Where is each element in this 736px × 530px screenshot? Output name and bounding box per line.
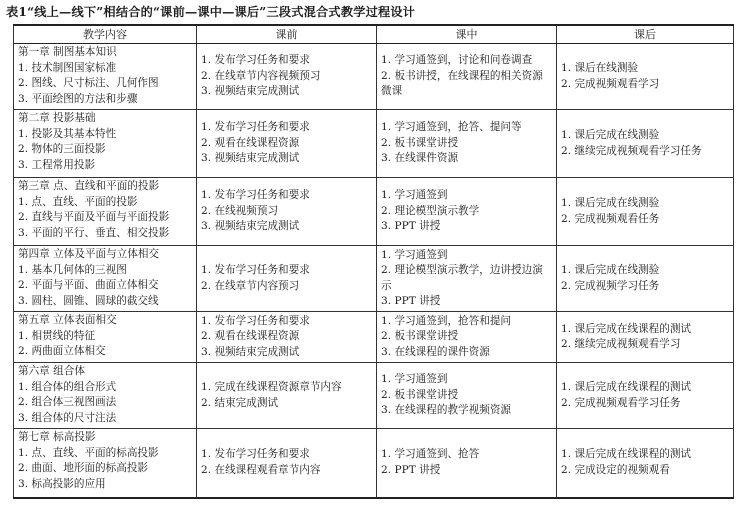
- cell-line: 1. 发布学习任务和要求: [201, 54, 310, 67]
- in-class-cell: [377, 44, 557, 110]
- table-row: [14, 246, 734, 312]
- chapter-title: 第七章 标高投影: [18, 431, 96, 443]
- cell-line: 3. 视频结束完成测试: [201, 345, 300, 358]
- chapter-title: 第二章 投影基础: [18, 112, 96, 124]
- cell-line: 2. 在线视频预习: [201, 204, 279, 217]
- cell-line: 2. 继续完成视频观看学习任务: [561, 144, 702, 157]
- after-class-cell: [557, 246, 734, 312]
- before-class-cell: [197, 110, 377, 178]
- cell-line: 1. 发布学习任务和要求: [201, 448, 310, 461]
- cell-line: 1. 组合体的组合形式: [18, 380, 117, 393]
- cell-line: 1. 课后完成在线测验: [561, 129, 660, 141]
- table-row: [14, 429, 734, 498]
- cell-line: 1. 发布学习任务和要求: [201, 314, 310, 327]
- cell-line: 2. 在线课程观看章节内容: [201, 463, 321, 476]
- cell-line: 2. 完成视频观看学习: [561, 77, 660, 90]
- cell-line: 1. 学习通签到，讨论和问卷调查: [381, 54, 533, 67]
- cell-line: 2. 完成设定的视频观看: [561, 463, 670, 476]
- teaching-design-table: [13, 24, 734, 499]
- cell-line: 1. 点、直线、平面的标高投影: [18, 446, 159, 459]
- cell-line: 1. 学习通签到: [381, 189, 448, 202]
- cell-line: 3. 视频结束完成测试: [201, 152, 300, 165]
- table-row: [14, 110, 734, 178]
- cell-line: 2. 观看在线课程资源: [201, 136, 300, 149]
- cell-line: 3. 平面的平行、垂直、相交投影: [18, 226, 170, 239]
- cell-line: 3. 在线课程的教学视频资源: [381, 404, 512, 417]
- cell-line: 3. PPT 讲授: [381, 295, 441, 307]
- cell-line: 2. 观看在线课程资源: [201, 330, 300, 343]
- cell-line: 2. 在线章节内容预习: [201, 279, 300, 292]
- chapter-content-cell: [14, 429, 197, 498]
- header-after-class: 课后: [557, 25, 734, 44]
- chapter-title: 第一章 制图基本知识: [18, 46, 117, 58]
- cell-line: 3. 平面绘图的方法和步骤: [18, 92, 138, 105]
- in-class-cell: [377, 429, 557, 498]
- after-class-cell: [557, 110, 734, 178]
- before-class-cell: [197, 312, 377, 363]
- cell-line: 2. 继续完成视频观看学习: [561, 338, 681, 350]
- table-row: [14, 44, 734, 110]
- cell-line: 1. 课后完成在线课程的测试: [561, 322, 692, 335]
- cell-line: 1. 课后完成在线测验: [561, 264, 660, 276]
- chapter-title: 第六章 组合体: [18, 365, 85, 377]
- cell-line: 1. 学习通签到，抢答、提问等: [381, 121, 522, 134]
- before-class-cell: [197, 246, 377, 312]
- cell-line: 1. 基本几何体的三视图: [18, 263, 127, 276]
- cell-line: 1. 完成在线课程资源章节内容: [201, 381, 342, 393]
- cell-line: 1. 学习通签到，抢答和提问: [381, 314, 512, 327]
- cell-line: 1. 课后完成在线课程的测试: [561, 448, 692, 461]
- chapter-title: 第三章 点、直线和平面的投影: [18, 180, 160, 192]
- cell-line: 2. 板书课堂讲授: [381, 330, 459, 343]
- before-class-cell: [197, 429, 377, 498]
- before-class-cell: [197, 363, 377, 429]
- cell-line: 2. 曲面、地形面的标高投影: [18, 462, 149, 474]
- cell-line: 2. PPT 讲授: [381, 463, 441, 476]
- table-caption: 表1“线上—线下”相结合的“课前—课中—课后”三段式混合式教学过程设计: [6, 5, 416, 19]
- in-class-cell: [377, 178, 557, 246]
- in-class-cell: [377, 312, 557, 363]
- in-class-cell: [377, 246, 557, 312]
- cell-line: 1. 技术制图国家标准: [18, 61, 117, 74]
- cell-line: 1. 相贯线的特征: [18, 329, 96, 342]
- cell-line: 3. 圆柱、圆锥、圆球的截交线: [18, 294, 159, 307]
- cell-line: 3. 组合体的尺寸注法: [18, 411, 117, 424]
- cell-line: 1. 课后完成在线课程的测试: [561, 381, 692, 393]
- cell-line: 2. 完成视频观看学习任务: [561, 396, 681, 409]
- cell-line: 3. 视频结束完成测试: [201, 85, 300, 98]
- after-class-cell: [557, 312, 734, 363]
- chapter-content-cell: [14, 312, 197, 363]
- after-class-cell: [557, 178, 734, 246]
- before-class-cell: [197, 44, 377, 110]
- header-content: 教学内容: [14, 25, 197, 44]
- chapter-title: 第四章 立体及平面与立体相交: [18, 248, 160, 260]
- cell-line: 2. 理论模型演示教学，边讲授边演示: [381, 264, 543, 292]
- cell-line: 1. 学习通签到: [381, 373, 448, 386]
- cell-line: 2. 图线、尺寸标注、几何作图: [18, 77, 159, 89]
- chapter-content-cell: [14, 178, 197, 246]
- cell-line: 2. 结束完成测试: [201, 396, 279, 409]
- cell-line: 2. 平面与平面、曲面立体相交: [18, 279, 159, 291]
- cell-line: 3. 工程常用投影: [18, 158, 96, 171]
- cell-line: 2. 板书课堂讲授: [381, 388, 459, 401]
- cell-line: 1. 课后完成在线测验: [561, 197, 660, 209]
- cell-line: 1. 学习通签到、抢答: [381, 448, 480, 461]
- cell-line: 1. 课后在线测验: [561, 62, 639, 74]
- cell-line: 2. 物体的三面投影: [18, 143, 106, 155]
- cell-line: 3. PPT 讲授: [381, 220, 441, 233]
- cell-line: 3. 在线课程的课件资源: [381, 345, 490, 358]
- chapter-content-cell: [14, 246, 197, 312]
- cell-line: 2. 两曲面立体相交: [18, 345, 106, 357]
- cell-line: 2. 完成视频学习任务: [561, 279, 660, 292]
- cell-line: 2. 直线与平面及平面与平面投影: [18, 211, 170, 223]
- header-in-class: 课中: [377, 25, 557, 44]
- chapter-title: 第五章 立体表面相交: [18, 314, 117, 326]
- table-row: [14, 312, 734, 363]
- table-row: [14, 178, 734, 246]
- cell-line: 1. 发布学习任务和要求: [201, 264, 310, 276]
- cell-line: 1. 学习通签到: [381, 248, 448, 261]
- chapter-content-cell: [14, 110, 197, 178]
- cell-line: 3. 视频结束完成测试: [201, 220, 300, 233]
- in-class-cell: [377, 110, 557, 178]
- table-header-row: [14, 25, 734, 44]
- cell-line: 2. 组合体三视图画法: [18, 396, 117, 408]
- cell-line: 1. 投影及其基本特性: [18, 127, 117, 140]
- cell-line: 2. 理论模型演示教学: [381, 204, 480, 217]
- cell-line: 2. 在线章节内容视频预习: [201, 69, 321, 82]
- before-class-cell: [197, 178, 377, 246]
- cell-line: 1. 发布学习任务和要求: [201, 121, 310, 134]
- cell-line: 3. 在线课件资源: [381, 152, 459, 165]
- cell-line: 1. 点、直线、平面的投影: [18, 195, 138, 208]
- in-class-cell: [377, 363, 557, 429]
- header-before-class: 课前: [197, 25, 377, 44]
- cell-line: 2. 板书课堂讲授: [381, 136, 459, 149]
- chapter-content-cell: [14, 44, 197, 110]
- cell-line: 1. 发布学习任务和要求: [201, 189, 310, 202]
- after-class-cell: [557, 44, 734, 110]
- after-class-cell: [557, 363, 734, 429]
- table-row: [14, 363, 734, 429]
- cell-line: 2. 板书讲授，在线课程的相关资源微课: [381, 69, 543, 98]
- chapter-content-cell: [14, 363, 197, 429]
- cell-line: 2. 完成视频观看任务: [561, 212, 660, 225]
- cell-line: 3. 标高投影的应用: [18, 477, 106, 490]
- after-class-cell: [557, 429, 734, 498]
